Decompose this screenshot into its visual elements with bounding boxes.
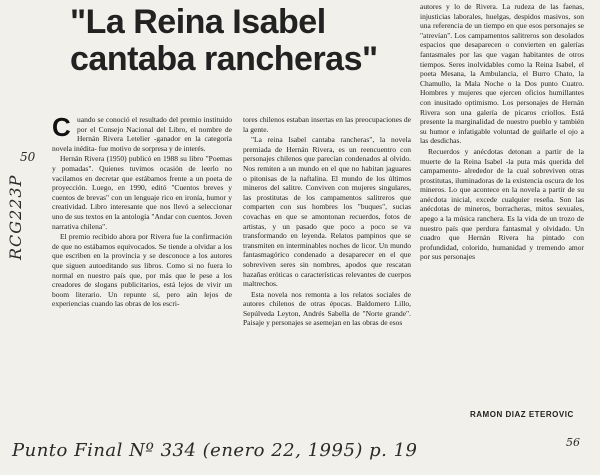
handwritten-corner-number: 56 <box>566 436 580 449</box>
article-headline: "La Reina Isabel cantaba rancheras" <box>70 3 378 78</box>
paragraph: El premio recibido ahora por Rivera fue la confirmación de que no estábamos equivocados. Se tiende a olvidar a los que escriben en la provincia y se desconoce a los autores que siguen autoeditando sus libros. Como si no fuera lo normal en nuestro país que, por más que le pese a los creadores de slogans publicitarios, está lejos de vivir un boom literario. Un repunte sí, pero aún lejos de experiencias cuando las obras de los escri- <box>52 232 232 309</box>
paragraph: Recuerdos y anécdotas detonan a partir de la muerte de la Reina Isabel -la puta más querida del campamento- alrededor de la cual sobreviven otras prostitutas, iluminadoras de la existencia oscura de los mineros. Lo que acontece en la novela a partir de su anécdota inicial, excede cualquier reseña. Son las anécdotas de mineros, borracheras, mitos sexuales, apego a la música ranchera. Es la vida de un trozo de nuestro país que perdura fantasmal y olvidado. Un cuadro que Hernán Rivera ha pintado con profundidad, colorido, humanidad y tremendo amor por sus personajes <box>420 146 584 262</box>
paragraph: Hernán Rivera (1950) publicó en 1988 su libro "Poemas y pomadas". Quienes tuvimos ocasión de leerlo no vacilamos en decretar que estábamos frente a un poeta de proyección. Luego, en 1990, editó "Cuentos breves y cuentos de brevas" con un lenguaje rico en ironía, humor y creatividad. Libro interesante que nos llevó a seleccionar uno de sus textos en la antología "Andar con cuentos. Joven narrativa chilena". <box>52 154 232 231</box>
handwritten-source-citation: Punto Final Nº 334 (enero 22, 1995) p. 19 <box>12 440 418 461</box>
paragraph: Cuando se conoció el resultado del premio instituido por el Consejo Nacional del Libro, el nombre de Hernán Rivera Letelier -ganador en la categoría novela inédita- fue motivo de sorpresa y de interés. <box>52 112 232 153</box>
paragraph: autores y lo de Rivera. La rudeza de las faenas, injusticias laborales, huelgas, despidos masivos, son una referencia de un tiempo en que esos personajes se "atrevían". Los campamentos salitreros son desolados espacios que desaparecen o convierten en galerías fantasmales por las que vagan habitantes de otros tiempos. Seres inolvidables como la Reina Isabel, el poeta Mesana, la Ambulancia, el Burro Chato, la Chamullo, la Mala Noche o la Dos punto Cuatro. Hombres y mujeres que ejercen oficios humillantes con inusitado optimismo. Los personajes de Hernán Rivera son una galería de pícaros criollos. Está presente la marginalidad de nuestro pueblo y también su humor e infatigable voluntad de guiñarle el ojo a las desdichas. <box>420 2 584 146</box>
paragraph: "La reina Isabel cantaba rancheras", la novela premiada de Hernán Rivera, es un reencuentro con personajes chilenos que parecían condenados al olvido. Nos remiten a un mundo en el que no habitan jaguares o pitonisas de la naftalina. El mundo de los últimos mineros del salitre. Conviven con mujeres singulares, las prostitutas de los campamentos salitreros que comparten con sus hombres los "buques", sucias covachas en que se amontonan recuerdos, fotos de artistas, y un pasado que poco a poco se va transformando en leyenda. Relatos pampinos que se transmiten en interminables noches de licor. Un mundo fantasmagórico condenado a desaparecer en el que sobreviven seres sin nombres, apodos que rescatan hazañas eróticas o características relevantes de cuerpos maltrechos. <box>243 135 411 289</box>
article-column-1 <box>52 112 232 310</box>
handwritten-catalog-code: RCG223P <box>6 174 25 260</box>
paragraph: Esta novela nos remonta a los relatos sociales de autores chilenos de otras épocas. Baldomero Lillo, Sepúlveda Leyton, Andrés Sabella de "Norte grande". Paisaje y personajes se asemejan en las obras de esos <box>243 289 411 328</box>
drop-cap: C <box>52 112 71 142</box>
article-column-3 <box>420 2 584 263</box>
handwritten-margin-number: 50 <box>20 150 36 164</box>
author-byline: RAMON DIAZ ETEROVIC <box>470 410 574 419</box>
paragraph: tores chilenos estaban insertas en las preocupaciones de la gente. <box>243 115 411 134</box>
article-column-2 <box>243 115 411 329</box>
